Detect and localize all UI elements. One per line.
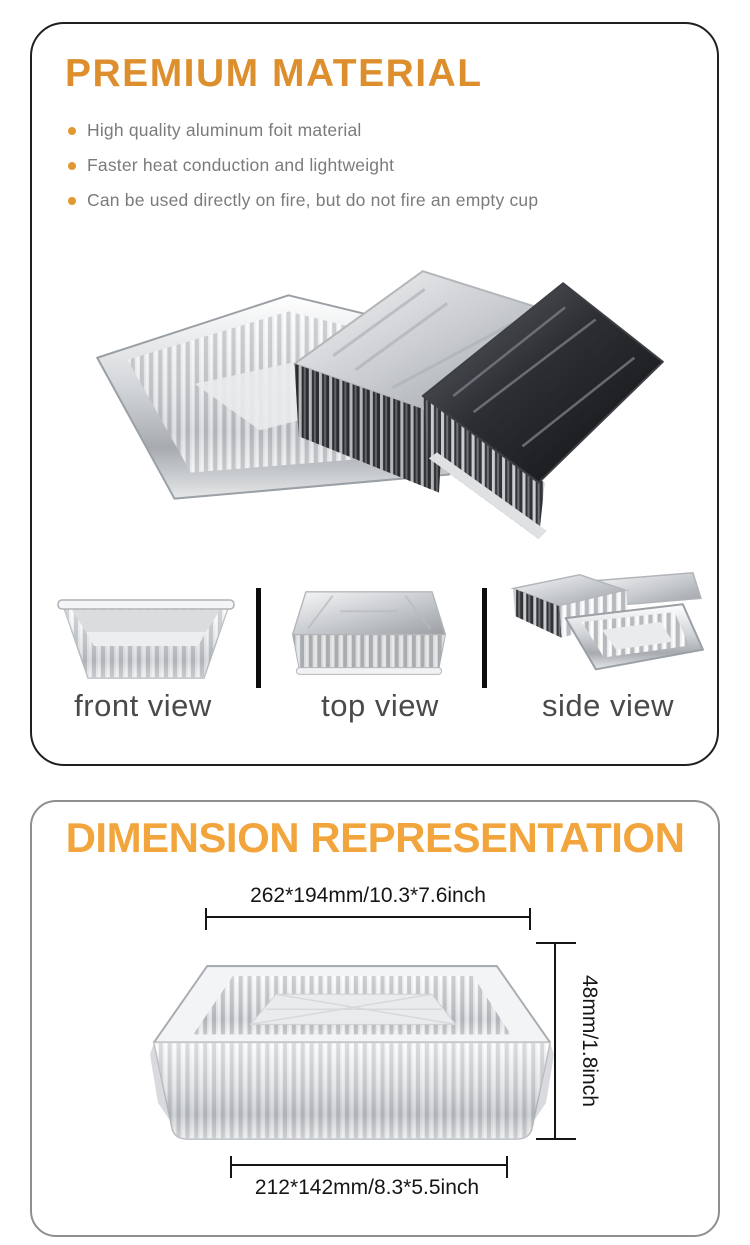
bottom-width-dimension-line — [230, 1164, 508, 1166]
premium-material-section — [30, 22, 719, 766]
side-view-label: side view — [542, 688, 674, 723]
foil-containers-product-photo — [85, 245, 675, 547]
dimension-container-image — [150, 954, 554, 1150]
bullet-dot-icon — [68, 127, 76, 135]
side-view-image — [503, 555, 705, 693]
top-view-label: top view — [321, 688, 439, 723]
top-width-dimension-label: 262*194mm/10.3*7.6inch — [250, 884, 486, 907]
front-view-image — [56, 574, 236, 694]
height-dimension-line — [554, 942, 556, 1140]
bottom-width-dimension-label: 212*142mm/8.3*5.5inch — [254, 1176, 480, 1199]
feature-bullet-list — [68, 120, 538, 225]
top-view-image — [283, 586, 455, 688]
feature-bullet — [68, 190, 538, 211]
dimension-representation-section — [30, 800, 720, 1237]
bullet-dot-icon — [68, 197, 76, 205]
view-divider — [256, 588, 261, 688]
height-dimension-label: 48mm/1.8inch — [578, 975, 601, 1107]
feature-text: High quality aluminum foit material — [87, 120, 362, 140]
premium-section-title: PREMIUM MATERIAL — [65, 52, 483, 95]
top-width-dimension-line — [205, 916, 531, 918]
view-divider — [482, 588, 487, 688]
feature-text: Faster heat conduction and lightweight — [87, 155, 395, 175]
bullet-dot-icon — [68, 162, 76, 170]
dimension-section-title: DIMENSION REPRESENTATION — [65, 814, 685, 861]
feature-text: Can be used directly on fire, but do not fire an empty cup — [87, 190, 539, 210]
front-view-label: front view — [74, 688, 212, 723]
feature-bullet — [68, 155, 538, 176]
feature-bullet — [68, 120, 538, 141]
